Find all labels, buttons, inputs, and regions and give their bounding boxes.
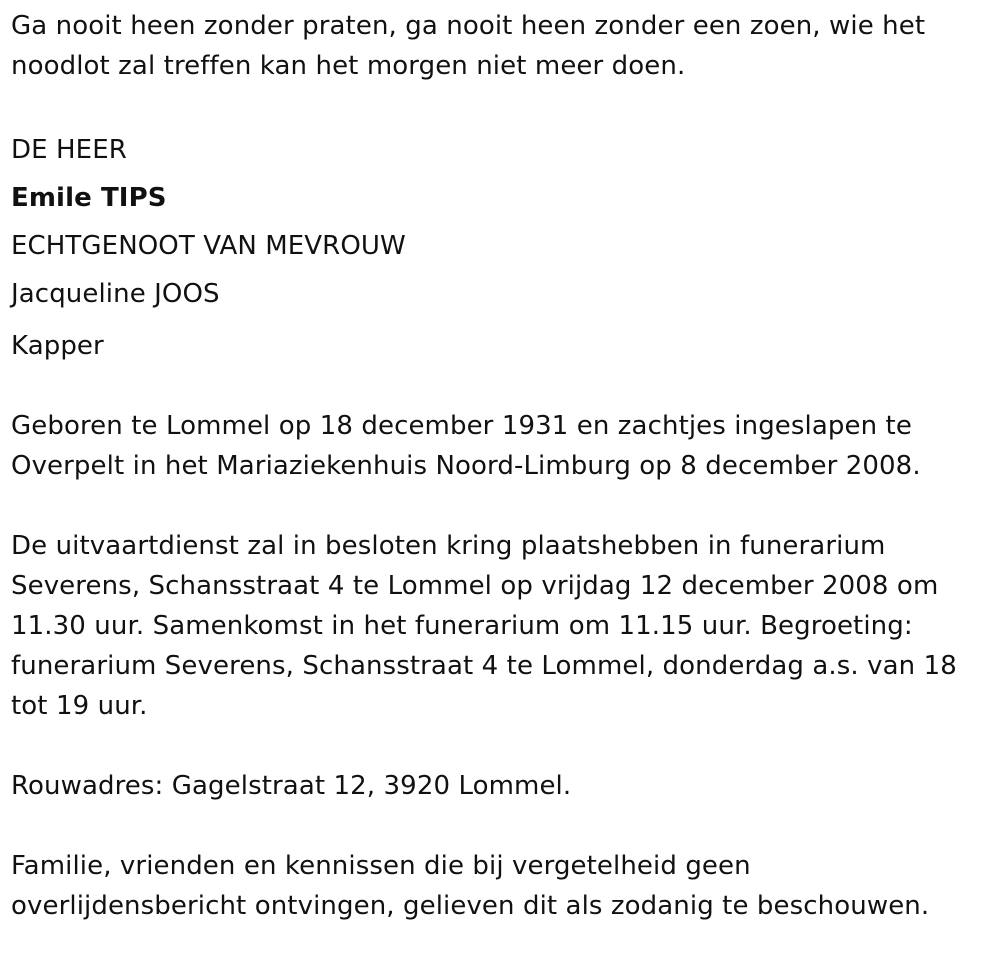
closing-note: Familie, vrienden en kennissen die bij vergetelheid geen overlijdensbericht ontvingen, gelieven dit als zodanig te beschouwen. [11, 851, 930, 921]
mourning-address: Rouwadres: Gagelstraat 12, 3920 Lommel. [11, 771, 572, 801]
spacer [11, 486, 990, 526]
birth-death-paragraph: Geboren te Lommel op 18 december 1931 en zachtjes ingeslapen te Overpelt in het Mariaziekenhuis Noord-Limburg op 8 december 2008. [11, 411, 921, 481]
spacer [11, 318, 990, 326]
deceased-name: Emile TIPS [11, 183, 167, 213]
funeral-service-paragraph: De uitvaartdienst zal in besloten kring plaatshebben in funerarium Severens, Schansstraat 4 te Lommel op vrijdag 12 december 2008 om 11.30 uur. Samenkomst in het funerarium om 11.15 uur. Begroeting: funerarium Severens, Schansstraat 4 te Lommel, donderdag a.s. van 18 tot 19 uur. [11, 531, 957, 721]
occupation: Kapper [11, 331, 104, 361]
spacer [11, 726, 990, 766]
spacer [11, 366, 990, 406]
spouse-name: Jacqueline JOOS [11, 279, 220, 309]
opening-quote: Ga nooit heen zonder praten, ga nooit heen zonder een zoen, wie het noodlot zal treffen kan het morgen niet meer doen. [11, 11, 926, 81]
title-prefix: DE HEER [11, 135, 127, 165]
spouse-label: ECHTGENOOT VAN MEVROUW [11, 231, 406, 261]
spacer [11, 86, 990, 126]
spacer [11, 806, 990, 846]
